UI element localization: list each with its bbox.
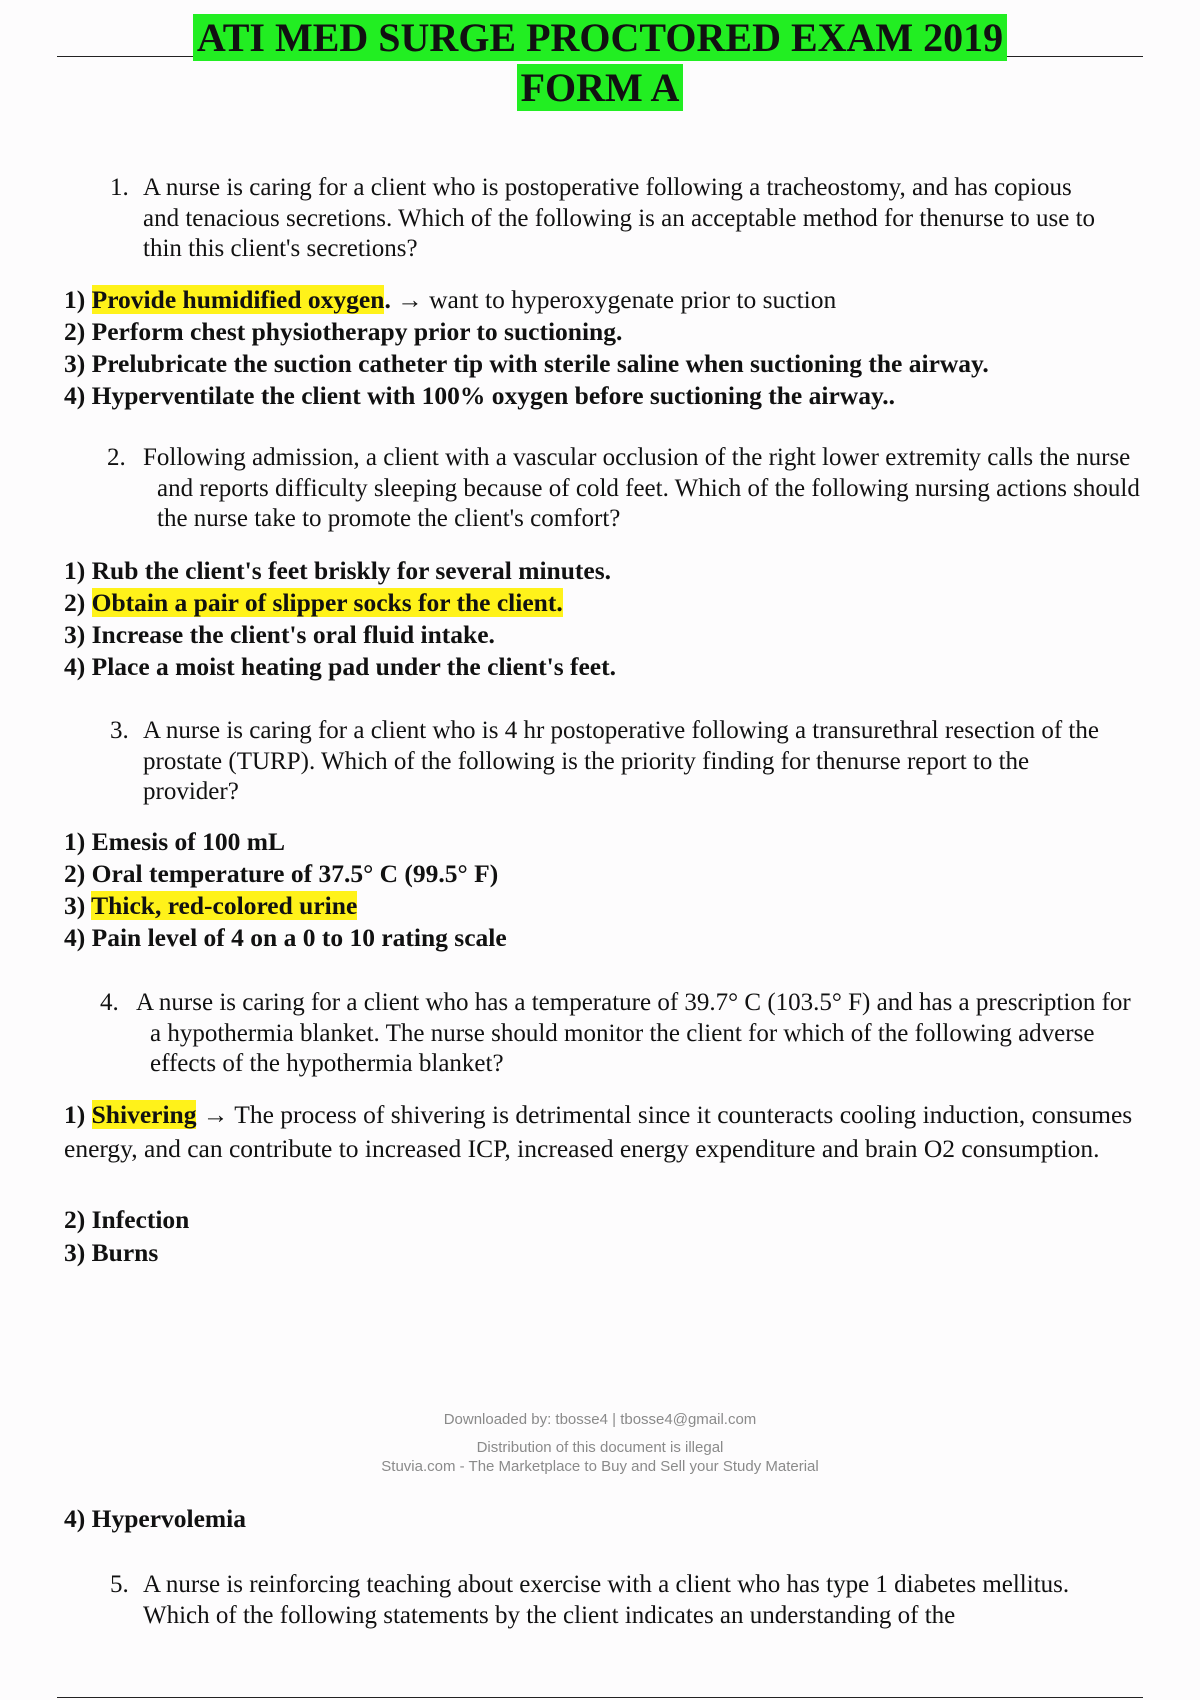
question-text: A nurse is caring for a client who is postoperative following a tracheostomy, and has copious and tenacious secretions. Which of the following is an acceptable method for thenurse to use to thin this client's secretions?: [143, 174, 1096, 262]
document-title: [0, 14, 1200, 111]
option-text: Burns: [91, 1238, 159, 1267]
option-1: [64, 826, 507, 858]
option-2: [64, 1203, 189, 1236]
option-text: Pain level of 4 on a 0 to 10 rating scale: [91, 923, 507, 952]
question-text: A nurse is caring for a client who has a temperature of 39.7° C (103.5° F) and has a prescription for a hypothermia blanket. The nurse should monitor the client for which of the following adverse effects of the hypothermia blanket?: [136, 989, 1131, 1077]
correct-answer: Thick, red-colored urine: [91, 891, 358, 920]
stuvia-notice: Stuvia.com - The Marketplace to Buy and Sell your Study Material: [381, 1458, 819, 1475]
rationale-note: → want to hyperoxygenate prior to suction: [390, 285, 837, 314]
question-5: [110, 1570, 1130, 1631]
option-number: 4): [64, 652, 86, 681]
bottom-rule: [57, 1697, 1143, 1698]
question-text: Following admission, a client with a vascular occlusion of the right lower extremity calls the nurse and reports difficulty sleeping because of cold feet. Which of the following nursing actions should the nurse take to promote the client's comfort?: [143, 444, 1140, 532]
option-4: [64, 922, 507, 954]
option-4: [64, 1503, 246, 1535]
download-notice: Downloaded by: tbosse4 | tbosse4@gmail.com: [443, 1411, 757, 1428]
question-number: 2.: [107, 444, 126, 471]
question-2-options: [64, 555, 616, 683]
option-text: Emesis of 100 mL: [91, 827, 285, 856]
option-text: Prelubricate the suction catheter tip with sterile saline when suctioning the airway.: [91, 349, 989, 378]
option-3: [64, 619, 616, 651]
option-text: Hyperventilate the client with 100% oxygen before suctioning the airway..: [91, 381, 896, 410]
correct-answer: Obtain a pair of slipper socks for the client.: [91, 588, 563, 617]
option-3: [64, 348, 989, 380]
question-3: [110, 716, 1110, 808]
correct-answer: Provide humidified oxygen: [91, 285, 385, 314]
question-4: [100, 988, 1145, 1080]
option-text: Oral temperature of 37.5° C (99.5° F): [91, 859, 499, 888]
question-3-options: [64, 826, 507, 954]
option-3: [64, 890, 507, 922]
option-number: 1): [64, 827, 86, 856]
option-text: Place a moist heating pad under the client's feet.: [91, 652, 616, 681]
question-text: A nurse is caring for a client who is 4 hr postoperative following a transurethral resection of the prostate (TURP). Which of the following is the priority finding for thenurse report to the provider?: [143, 717, 1099, 805]
option-1: [64, 284, 989, 316]
option-number: 3): [64, 1238, 86, 1267]
option-period: .: [384, 285, 391, 314]
question-number: 1.: [110, 174, 129, 201]
option-number: 4): [64, 1504, 86, 1533]
option-1: [64, 555, 616, 587]
correct-answer: Shivering: [91, 1100, 197, 1129]
option-text: Increase the client's oral fluid intake.: [91, 620, 495, 649]
option-text: Rub the client's feet briskly for several minutes.: [91, 556, 612, 585]
option-number: 3): [64, 620, 86, 649]
question-4-options: [64, 1203, 189, 1269]
question-4-options-continued: [64, 1503, 246, 1535]
question-number: 3.: [110, 717, 129, 744]
distribution-notice: Distribution of this document is illegal: [476, 1439, 724, 1456]
question-1-options: [64, 284, 989, 412]
option-2: [64, 316, 989, 348]
option-3: [64, 1236, 189, 1269]
option-text: Infection: [91, 1205, 190, 1234]
option-4: [64, 651, 616, 683]
option-text: Perform chest physiotherapy prior to suctioning.: [91, 317, 623, 346]
question-number: 4.: [100, 989, 119, 1016]
option-text: Hypervolemia: [91, 1504, 247, 1533]
option-number: 2): [64, 859, 86, 888]
title-line-2: FORM A: [517, 64, 684, 111]
question-4-option-1: [64, 1098, 1174, 1166]
title-line-1: ATI MED SURGE PROCTORED EXAM 2019: [193, 14, 1007, 61]
option-number: 2): [64, 588, 86, 617]
option-number: 1): [64, 556, 86, 585]
option-2: [64, 858, 507, 890]
option-number: 4): [64, 923, 86, 952]
option-number: 1): [64, 1100, 86, 1129]
option-number: 2): [64, 1205, 86, 1234]
option-4: [64, 380, 989, 412]
rationale-note: → The process of shivering is detrimental since it counteracts cooling induction, consumes energy, and can contribute to increased ICP, increased energy expenditure and brain O2 consumption.: [64, 1100, 1133, 1163]
option-number: 4): [64, 381, 86, 410]
question-2: [107, 443, 1147, 535]
option-number: 1): [64, 285, 86, 314]
question-number: 5.: [110, 1571, 129, 1598]
option-number: 2): [64, 317, 86, 346]
question-1: [110, 173, 1110, 265]
question-text: A nurse is reinforcing teaching about exercise with a client who has type 1 diabetes mellitus. Which of the following statements by the client indicates an understanding of the: [143, 1571, 1070, 1629]
option-number: 3): [64, 349, 86, 378]
option-number: 3): [64, 891, 86, 920]
option-2: [64, 587, 616, 619]
